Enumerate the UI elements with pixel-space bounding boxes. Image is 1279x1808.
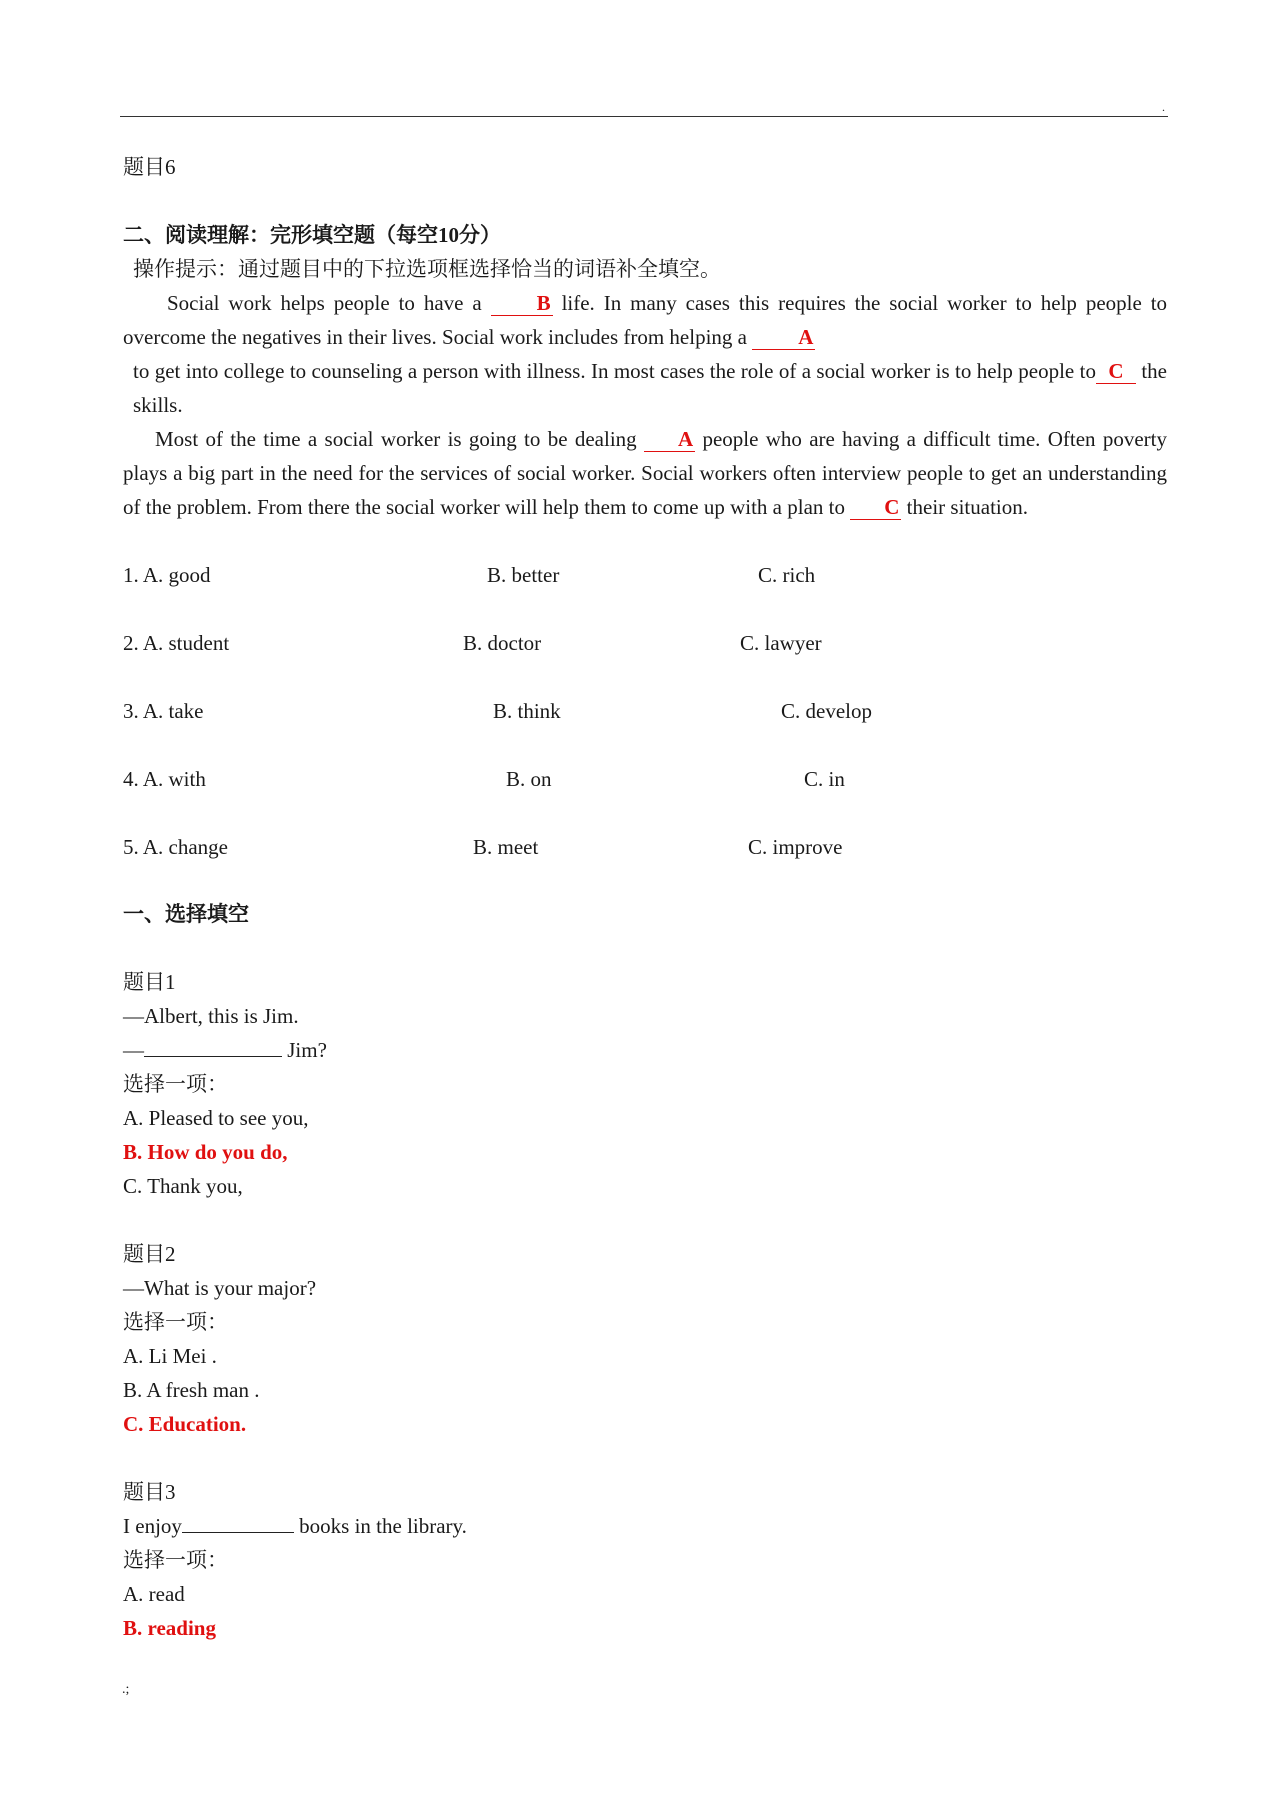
option-c[interactable]: C. develop [781, 699, 872, 723]
passage-text: their situation. [906, 495, 1028, 519]
fill-blank [144, 1034, 282, 1057]
option-a[interactable]: 4. A. with [123, 767, 206, 791]
option-c[interactable]: C. improve [748, 835, 843, 859]
option-c[interactable]: C. in [804, 767, 845, 791]
option-b[interactable]: B. meet [473, 835, 539, 859]
option-b[interactable]: B. on [506, 767, 552, 791]
option-b[interactable]: B. better [487, 563, 560, 587]
cloze-options [123, 558, 1167, 864]
question-1 [123, 965, 1167, 1203]
passage-text: Most of the time a social worker is going to be dealing [155, 427, 637, 451]
choice-c-correct[interactable]: C. Education. [123, 1412, 247, 1436]
option-row-3 [123, 694, 1167, 728]
choice-a[interactable]: A. Pleased to see you, [123, 1106, 309, 1130]
option-row-1 [123, 558, 1167, 592]
stem-prefix: — [123, 1038, 144, 1062]
page-content [123, 150, 1167, 1645]
choice-b-correct[interactable]: B. How do you do, [123, 1140, 288, 1164]
section-heading-choice: 一、选择填空 [123, 902, 249, 926]
option-a[interactable]: 5. A. change [123, 835, 228, 859]
passage-text: life. In many cases this requires the social worker to help people to overcome the negatives in their lives. Social work includes from helping a [123, 291, 1168, 349]
passage-text: to get into college to counseling a person with illness. In most cases the role of a social worker is to help people to [133, 359, 1096, 383]
answer-blank-4[interactable]: A [644, 427, 695, 452]
choice-c[interactable]: C. Thank you, [123, 1174, 243, 1198]
choice-a[interactable]: A. read [123, 1582, 185, 1606]
choose-prompt: 选择一项： [123, 1072, 228, 1096]
instruction-text: 操作提示：通过题目中的下拉选项框选择恰当的词语补全填空。 [133, 257, 721, 281]
question-stem-blank-line [123, 1033, 1167, 1067]
choice-b-correct[interactable]: B. reading [123, 1616, 216, 1640]
question-title: 题目1 [123, 970, 176, 994]
passage-text: the skills. [133, 359, 1167, 417]
question-2 [123, 1237, 1167, 1441]
option-a[interactable]: 2. A. student [123, 631, 230, 655]
choose-prompt: 选择一项： [123, 1310, 228, 1334]
answer-blank-1[interactable]: B [491, 291, 553, 316]
option-c[interactable]: C. lawyer [740, 631, 822, 655]
section-heading-reading: 二、阅读理解：完形填空题（每空10分） [123, 223, 501, 247]
option-a[interactable]: 3. A. take [123, 699, 204, 723]
choose-prompt: 选择一项： [123, 1548, 228, 1572]
header-dot: . [1162, 100, 1165, 114]
header-rule [120, 116, 1168, 117]
option-b[interactable]: B. think [493, 699, 561, 723]
question-6-title: 题目6 [123, 155, 176, 179]
footer-mark: .; [122, 1682, 130, 1697]
stem-suffix: books in the library. [293, 1514, 467, 1538]
answer-blank-5[interactable]: C [850, 495, 901, 520]
option-b[interactable]: B. doctor [463, 631, 542, 655]
option-row-2 [123, 626, 1167, 660]
question-3 [123, 1475, 1167, 1645]
option-c[interactable]: C. rich [758, 563, 816, 587]
question-title: 题目3 [123, 1480, 176, 1504]
question-stem [123, 1509, 1167, 1543]
choice-a[interactable]: A. Li Mei . [123, 1344, 217, 1368]
choice-b[interactable]: B. A fresh man . [123, 1378, 260, 1402]
cloze-passage [123, 286, 1167, 524]
question-stem: —What is your major? [123, 1276, 317, 1300]
option-row-5 [123, 830, 1167, 864]
answer-blank-3[interactable]: C [1096, 359, 1136, 384]
question-stem: —Albert, this is Jim. [123, 1004, 299, 1028]
passage-text: people who are having a difficult time. Often poverty plays a big part in the need for the services of social worker. Social workers often interview people to get an understanding of the problem. From there the social worker will help them to come up with a plan to [123, 427, 1167, 519]
passage-text: Social work helps people to have a [167, 291, 482, 315]
stem-prefix: I enjoy [123, 1514, 182, 1538]
question-title: 题目2 [123, 1242, 176, 1266]
fill-blank [182, 1510, 294, 1533]
stem-suffix: Jim? [282, 1038, 327, 1062]
option-a[interactable]: 1. A. good [123, 563, 211, 587]
answer-blank-2[interactable]: A [752, 325, 815, 350]
option-row-4 [123, 762, 1167, 796]
